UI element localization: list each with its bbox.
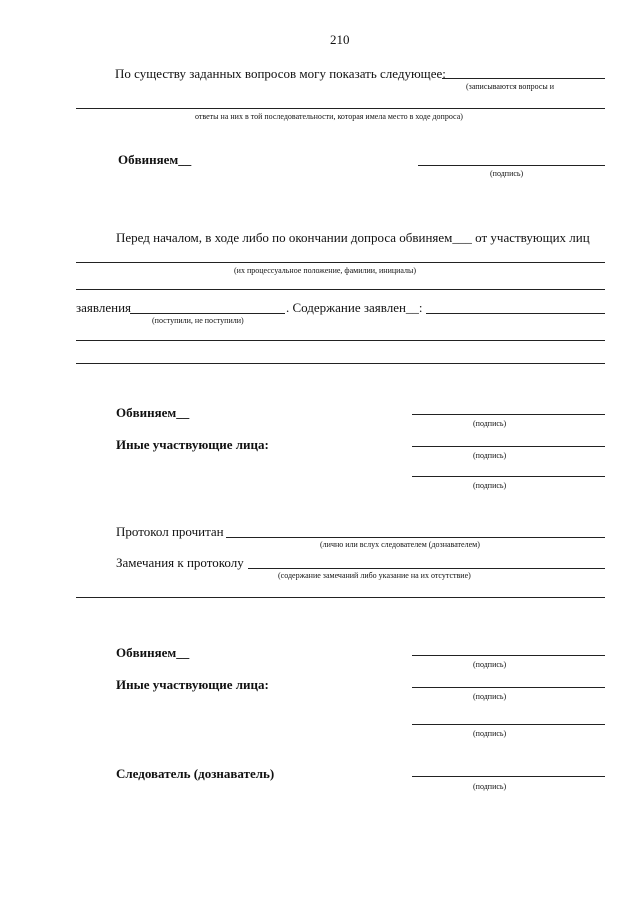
signature-caption-6: (подпись): [473, 692, 507, 701]
accused-signature-line-2[interactable]: [412, 414, 605, 415]
participants-line[interactable]: [76, 262, 605, 263]
accused-label-2: Обвиняем__: [116, 405, 190, 420]
protocol-read-line[interactable]: [226, 537, 605, 538]
statements-line-2[interactable]: [76, 340, 605, 341]
statements-label: заявления: [76, 300, 132, 315]
protocol-read-caption: (лично или вслух следователем (дознавателем): [320, 540, 480, 549]
signature-caption-7: (подпись): [473, 729, 507, 738]
signature-caption: (подпись): [490, 169, 524, 178]
signature-caption-4: (подпись): [473, 481, 507, 490]
intro-text: Перед началом, в ходе либо по окончании допроса обвиняем___ от участвующих лиц: [116, 230, 590, 245]
protocol-remarks-label: Замечания к протоколу: [116, 555, 244, 570]
investigator-label: Следователь (дознаватель): [116, 766, 275, 781]
statement-answer-line[interactable]: [442, 78, 605, 79]
signature-caption-3: (подпись): [473, 451, 507, 460]
protocol-remarks-caption: (содержание замечаний либо указание на их отсутствие): [278, 571, 471, 580]
participants-line-2[interactable]: [76, 289, 605, 290]
other-signature-line-2[interactable]: [412, 476, 605, 477]
signature-caption-2: (подпись): [473, 419, 507, 428]
other-participants-label-2: Иные участвующие лица:: [116, 677, 269, 692]
participants-caption: (их процессуальное положение, фамилии, инициалы): [234, 266, 417, 275]
investigator-signature-line[interactable]: [412, 776, 605, 777]
protocol-remarks-line-2[interactable]: [76, 597, 605, 598]
accused-label: Обвиняем__: [118, 152, 192, 167]
protocol-remarks-line[interactable]: [248, 568, 605, 569]
accused-signature-line[interactable]: [418, 165, 605, 166]
statements-line-3[interactable]: [76, 363, 605, 364]
statement-full-line[interactable]: [76, 108, 605, 109]
signature-caption-8: (подпись): [473, 782, 507, 791]
statement-caption-1: (записываются вопросы и: [466, 82, 555, 91]
other-signature-line-4[interactable]: [412, 724, 605, 725]
accused-signature-line-3[interactable]: [412, 655, 605, 656]
accused-label-3: Обвиняем__: [116, 645, 190, 660]
protocol-read-label: Протокол прочитан: [116, 524, 224, 539]
statements-content-label: . Содержание заявлен__:: [286, 300, 423, 315]
statement-caption-2: ответы на них в той последовательности, которая имела место в ходе допроса): [195, 112, 463, 121]
page-number: 210: [330, 32, 350, 47]
statements-received-line[interactable]: [130, 313, 285, 314]
other-signature-line-3[interactable]: [412, 687, 605, 688]
statements-content-line[interactable]: [426, 313, 605, 314]
other-participants-label: Иные участвующие лица:: [116, 437, 269, 452]
signature-caption-5: (подпись): [473, 660, 507, 669]
statements-caption: (поступили, не поступили): [152, 316, 244, 325]
statement-label: По существу заданных вопросов могу показать следующее:: [115, 66, 446, 81]
other-signature-line-1[interactable]: [412, 446, 605, 447]
